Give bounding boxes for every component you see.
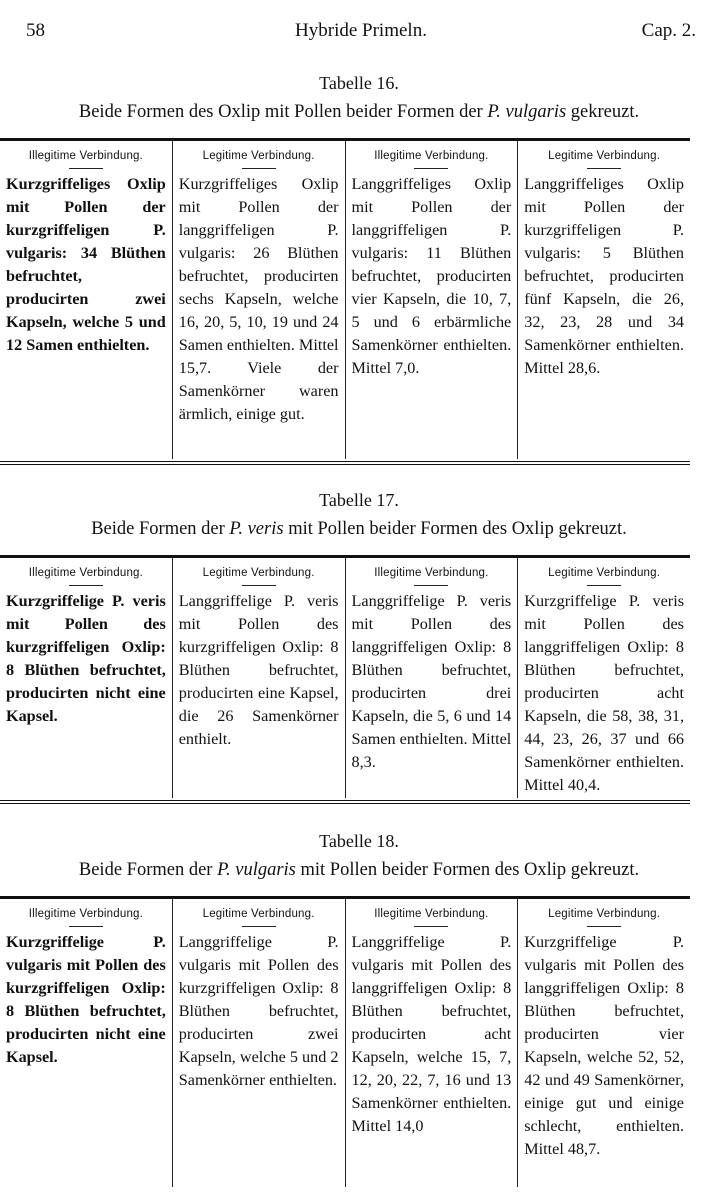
column-header: Legitime Verbindung. bbox=[172, 899, 345, 927]
caption-text: Beide Formen der bbox=[91, 519, 230, 539]
table-caption bbox=[14, 100, 704, 124]
table-17 bbox=[0, 555, 690, 804]
table-row bbox=[0, 169, 690, 459]
caption-species: P. vulgaris bbox=[487, 102, 567, 122]
caption-text: Beide Formen des Oxlip mit Pollen beider Formen der bbox=[78, 102, 488, 122]
column-header: Legitime Verbindung. bbox=[172, 558, 345, 586]
table-17-heading bbox=[14, 489, 704, 541]
column-header: Legitime Verbindung. bbox=[517, 899, 690, 927]
table-16-heading bbox=[14, 72, 704, 124]
table-cell: Kurzgriffeliges Oxlip mit Pollen der langgriffeligen P. vulgaris: 26 Blüthen befruchtet, producirten sechs Kapseln, welche 16, 20, 5, 10, 19 und 24 Samen enthielten. Mittel 15,7. Viele der Samenkörner waren ärmlich, einige gut. bbox=[172, 169, 345, 459]
table-header-row bbox=[0, 141, 690, 169]
table-18-heading bbox=[14, 830, 704, 882]
table-cell: Kurzgriffelige P. veris mit Pollen des kurzgriffeligen Oxlip: 8 Blüthen befruchtet, producirten nicht eine Kapsel. bbox=[6, 592, 166, 725]
page-header bbox=[26, 20, 696, 50]
column-header: Illegitime Verbindung. bbox=[0, 141, 172, 169]
column-header: Legitime Verbindung. bbox=[172, 141, 345, 169]
column-header: Illegitime Verbindung. bbox=[345, 558, 518, 586]
column-header: Legitime Verbindung. bbox=[517, 141, 690, 169]
table-row bbox=[0, 586, 690, 798]
table-cell: Langgriffelige P. vulgaris mit Pollen des langgriffeligen Oxlip: 8 Blüthen befruchtet, producirten acht Kapseln, welche 15, 7, 12, 20, 22, 7, 16 und 13 Samenkörner enthielten. Mittel 14,0 bbox=[345, 927, 518, 1187]
column-header: Illegitime Verbindung. bbox=[0, 558, 172, 586]
table-cell: Langgriffeliges Oxlip mit Pollen der langgriffeligen P. vulgaris: 11 Blüthen befruchtet, producirten vier Kapseln, die 10, 7, 5 und 6 erbärmliche Samenkörner enthielten. Mittel 7,0. bbox=[345, 169, 518, 459]
table-cell: Kurzgriffeliges Oxlip mit Pollen der kurzgriffeligen P. vulgaris: 34 Blüthen befruchtet, producirten zwei Kapseln, welche 5 und 12 Samen enthielten. bbox=[6, 175, 166, 354]
table-bottom-rule bbox=[0, 800, 690, 804]
table-title: Tabelle 17. bbox=[319, 490, 399, 510]
chapter-label: Cap. 2. bbox=[641, 20, 696, 41]
table-title: Tabelle 16. bbox=[319, 73, 399, 93]
table-cell: Langgriffelige P. veris mit Pollen des langgriffeligen Oxlip: 8 Blüthen befruchtet, producirten drei Kapseln, die 5, 6 und 14 Samen enthielten. Mittel 8,3. bbox=[345, 586, 518, 798]
caption-text: Beide Formen der bbox=[78, 860, 218, 880]
table-caption bbox=[14, 517, 704, 541]
caption-text: mit Pollen beider Formen des Oxlip gekreuzt. bbox=[283, 519, 627, 539]
column-header: Illegitime Verbindung. bbox=[0, 899, 172, 927]
page-number: 58 bbox=[26, 20, 45, 41]
caption-text: gekreuzt. bbox=[566, 102, 640, 122]
caption-species: P. vulgaris bbox=[217, 860, 296, 880]
column-header: Illegitime Verbindung. bbox=[345, 141, 518, 169]
table-cell: Kurzgriffelige P. vulgaris mit Pollen des kurzgriffeligen Oxlip: 8 Blüthen befruchtet, producirten nicht eine Kapsel. bbox=[6, 933, 166, 1066]
table-cell: Kurzgriffelige P. vulgaris mit Pollen des langgriffeligen Oxlip: 8 Blüthen befruchtet, producirten vier Kapseln, welche 52, 52, 42 und 49 Samenkörner, einige gut und einige schlecht, enthielten. Mittel 48,7. bbox=[517, 927, 690, 1187]
table-bottom-rule bbox=[0, 461, 690, 465]
caption-species: P. veris bbox=[229, 519, 284, 539]
running-title: Hybride Primeln. bbox=[295, 20, 427, 41]
table-16 bbox=[0, 138, 690, 465]
column-header: Legitime Verbindung. bbox=[517, 558, 690, 586]
table-header-row bbox=[0, 558, 690, 586]
column-header: Illegitime Verbindung. bbox=[345, 899, 518, 927]
table-caption bbox=[14, 858, 704, 882]
table-row bbox=[0, 927, 690, 1187]
table-cell: Langgriffelige P. vulgaris mit Pollen des kurzgriffeligen Oxlip: 8 Blüthen befruchtet, producirten zwei Kapseln, welche 5 und 2 Samenkörner enthielten. bbox=[172, 927, 345, 1187]
caption-text: mit Pollen beider Formen des Oxlip gekreuzt. bbox=[295, 860, 640, 880]
table-header-row bbox=[0, 899, 690, 927]
table-title: Tabelle 18. bbox=[319, 831, 399, 851]
table-cell: Langgriffeliges Oxlip mit Pollen der kurzgriffeligen P. vulgaris: 5 Blüthen befruchtet, producirten fünf Kapseln, die 26, 32, 23, 28 und 34 Samenkörner enthielten. Mittel 28,6. bbox=[517, 169, 690, 459]
table-cell: Langgriffelige P. veris mit Pollen des kurzgriffeligen Oxlip: 8 Blüthen befruchtet, producirten eine Kapsel, die 26 Samenkörner enthielt. bbox=[172, 586, 345, 798]
table-cell: Kurzgriffelige P. veris mit Pollen des langgriffeligen Oxlip: 8 Blüthen befruchtet, producirten acht Kapseln, die 58, 38, 31, 44, 23, 26, 37 und 66 Samenkörner enthielten. Mittel 40,4. bbox=[517, 586, 690, 798]
table-18 bbox=[0, 896, 690, 1187]
